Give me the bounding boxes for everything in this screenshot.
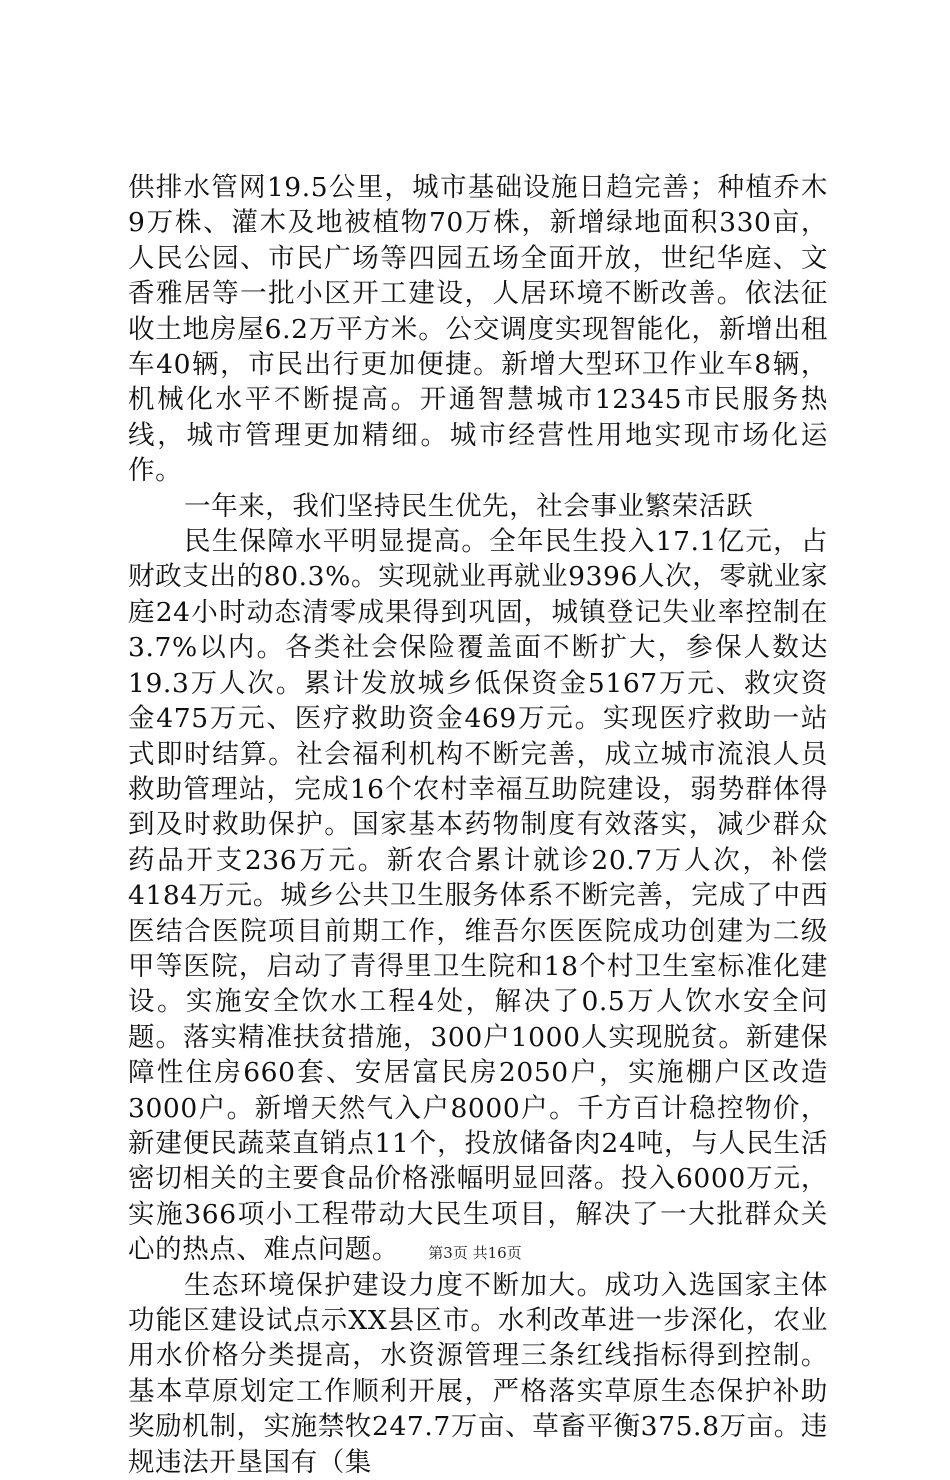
document-body: [128, 170, 828, 1480]
paragraph-heading-livelihood: 一年来，我们坚持民生优先，社会事业繁荣活跃: [184, 490, 754, 522]
paragraph-livelihood-security: 民生保障水平明显提高。全年民生投入17.1亿元，占财政支出的80.3%。实现就业再就业9396人次，零就业家庭24小时动态清零成果得到巩固，城镇登记失业率控制在3.7%以内。各类社会保险覆盖面不断扩大，参保人数达19.3万人次。累计发放城乡低保资金5167万元、救灾资金475万元、医疗救助资金469万元。实现医疗救助一站式即时结算。社会福利机构不断完善，成立城市流浪人员救助管理站，完成16个农村幸福互助院建设，弱势群体得到及时救助保护。国家基本药物制度有效落实，减少群众药品开支236万元。新农合累计就诊20.7万人次，补偿4184万元。城乡公共卫生服务体系不断完善，完成了中西医结合医院项目前期工作，维吾尔医医院成功创建为二级甲等医院，启动了青得里卫生院和18个村卫生室标准化建设。实施安全饮水工程4处，解决了0.5万人饮水安全问题。落实精准扶贫措施，300户1000人实现脱贫。新建保障性住房660套、安居富民房2050户，实施棚户区改造3000户。新增天然气入户8000户。千方百计稳控物价，新建便民蔬菜直销点11个，投放储备肉24吨，与人民生活密切相关的主要食品价格涨幅明显回落。投入6000万元，实施366项小工程带动大民生项目，解决了一大批群众关心的热点、难点问题。: [128, 526, 828, 1266]
page-footer: 第3页 共16页: [428, 1244, 522, 1262]
paragraph-ecological-protection: 生态环境保护建设力度不断加大。成功入选国家主体功能区建设试点示XX县区市。水利改革进一步深化，农业用水价格分类提高，水资源管理三条红线指标得到控制。基本草原划定工作顺利开展，严格落实草原生态保护补助奖励机制，实施禁牧247.7万亩、草畜平衡375.8万亩。违规违法开垦国有（集: [128, 1269, 828, 1478]
paragraph-urban-infrastructure: 供排水管网19.5公里，城市基础设施日趋完善；种植乔木9万株、灌木及地被植物70万株，新增绿地面积330亩，人民公园、市民广场等四园五场全面开放，世纪华庭、文香雅居等一批小区开工建设，人居环境不断改善。依法征收土地房屋6.2万平方米。公交调度实现智能化，新增出租车40辆，市民出行更加便捷。新增大型环卫作业车8辆，机械化水平不断提高。开通智慧城市12345市民服务热线，城市管理更加精细。城市经营性用地实现市场化运作。: [128, 172, 828, 487]
